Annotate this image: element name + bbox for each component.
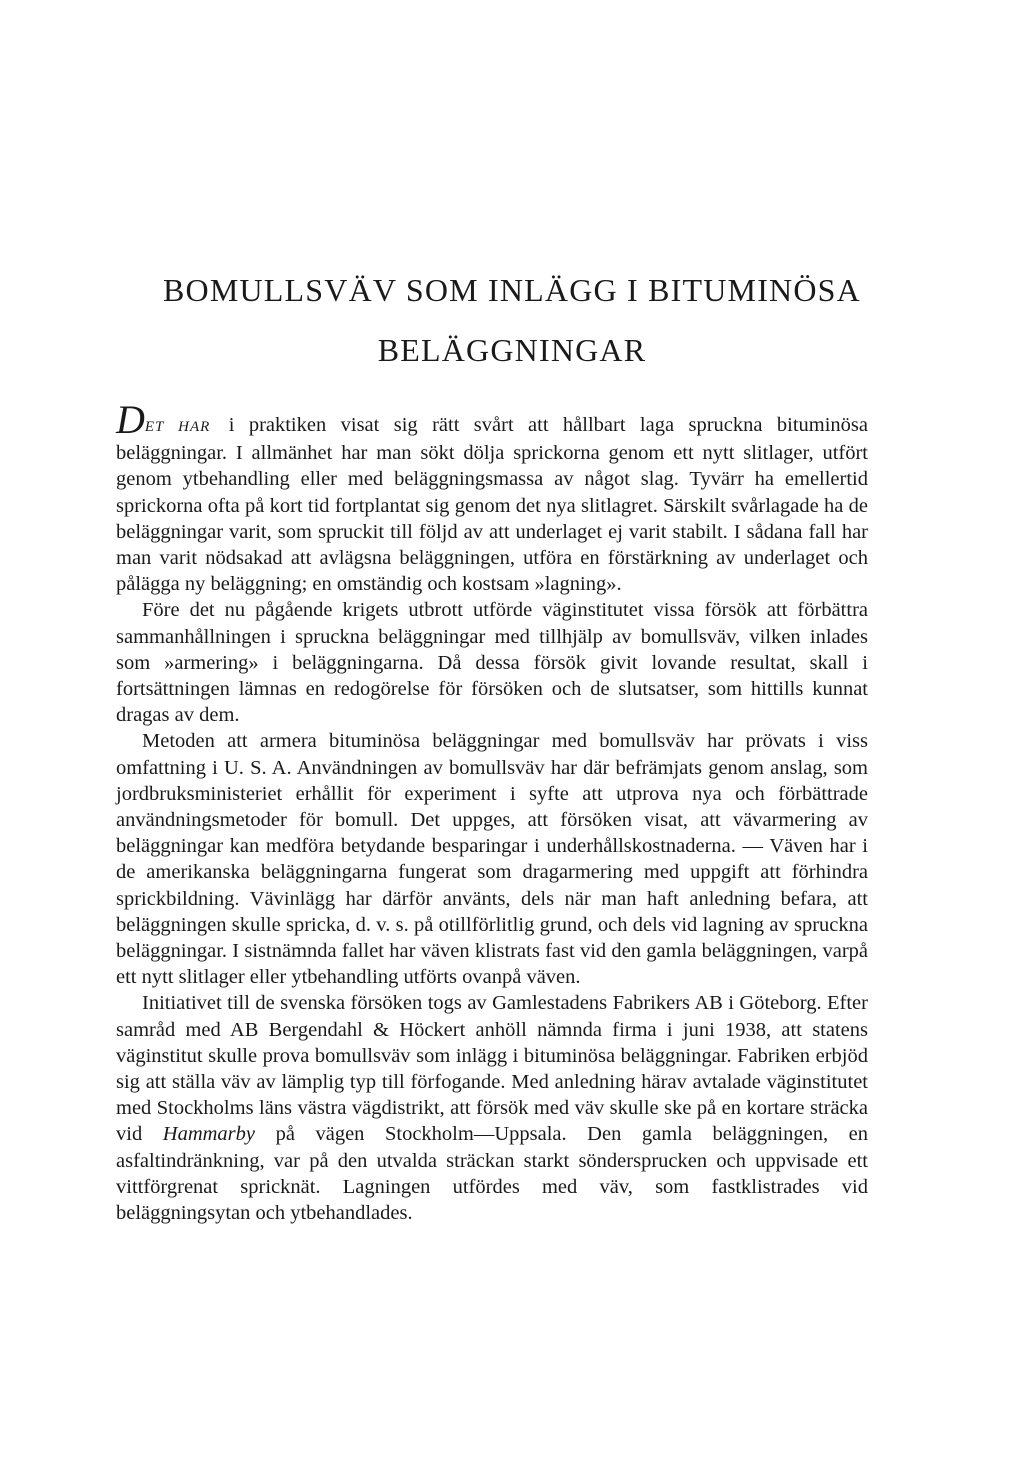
- lead-in: ET HAR: [144, 419, 211, 435]
- page-title-line-2: BELÄGGNINGAR: [377, 332, 647, 368]
- article-body: [116, 397, 869, 1226]
- paragraph-1-text: i praktiken visat sig rätt svårt att hållbart laga spruckna bituminösa beläggningar. I allmänhet har man sökt dölja sprickorna genom ett nytt slitlager, utfört genom ytbehandling eller med beläggningsmassa av något slag. Tyvärr ha emellertid sprickorna ofta på kort tid fortplantat sig genom det nya slitlagret. Särskilt svårlagade ha de beläggningar varit, som spruckit till följd av att underlaget ej varit stabilt. I sådana fall har man varit nödsakad att avlägsna beläggningen, utföra en förstärkning av underlaget och pålägga ny beläggning; en omständig och kostsam »lagning».: [116, 414, 868, 596]
- paragraph-4-text-after: på vägen Stockholm—Uppsala. Den gamla beläggningen, en asfaltindränkning, var på den utvalda sträckan starkt söndersprucken och uppvisade ett vittförgrenat spricknät. Lagningen utfördes med väv, som fastklistrades vid beläggningsytan och ytbehandlades.: [116, 1123, 869, 1225]
- paragraph-4-text-before: Initiativet till de svenska försöken togs av Gamlestadens Fabrikers AB i Göteborg. Efter samråd med AB Bergendahl & Höckert anhöll nämnda firma i juni 1938, att statens väginstitut skulle prova bomullsväv som inlägg i bituminösa beläggningar. Fabriken erbjöd sig att ställa väv av lämplig typ till förfogande. Med anledning härav avtalade väginstitutet med Stockholms läns västra vägdistrikt, att försök med väv skulle ske på en kortare sträcka vid: [116, 992, 868, 1146]
- paragraph-1: [116, 397, 868, 597]
- drop-cap: D: [116, 397, 145, 442]
- paragraph-3: Metoden att armera bituminösa beläggningar med bomullsväv har prövats i viss omfattning i U. S. A. Användningen av bomullsväv har där befrämjats genom anslag, som jordbruksministeriet erhållit för experiment i syfte att utprova nya och förbättrade användningsmetoder för bomull. Det uppges, att försöken visat, att vävarmering av beläggningar kan medföra betydande besparingar i underhållskostnaderna. — Väven har i de amerikanska beläggningarna fungerat som dragarmering med uppgift att förhindra sprickbildning. Vävinlägg har därför använts, dels när man haft anledning befara, att beläggningen skulle spricka, d. v. s. på otillförlitlig grund, och dels vid lagning av spruckna beläggningar. I sistnämnda fallet har väven klistrats fast vid den gamla beläggningen, varpå ett nytt slitlager eller ytbehandling utförts ovanpå väven.: [116, 730, 868, 989]
- paragraph-2: Före det nu pågående krigets utbrott utförde väginstitutet vissa försök att förbättra sammanhållningen i spruckna beläggningar med tillhjälp av bomullsväv, vilken inlades som »armering» i beläggningarna. Då dessa försök givit lovande resultat, skall i fortsättningen lämnas en redogörelse för försöken och de slutsatser, som hittills kunnat dragas av dem.: [116, 599, 868, 727]
- page-title-line-1: BOMULLSVÄV SOM INLÄGG I BITUMINÖSA: [162, 272, 861, 308]
- paragraph-4: [116, 990, 868, 1226]
- place-name: Hammarby: [162, 1123, 256, 1146]
